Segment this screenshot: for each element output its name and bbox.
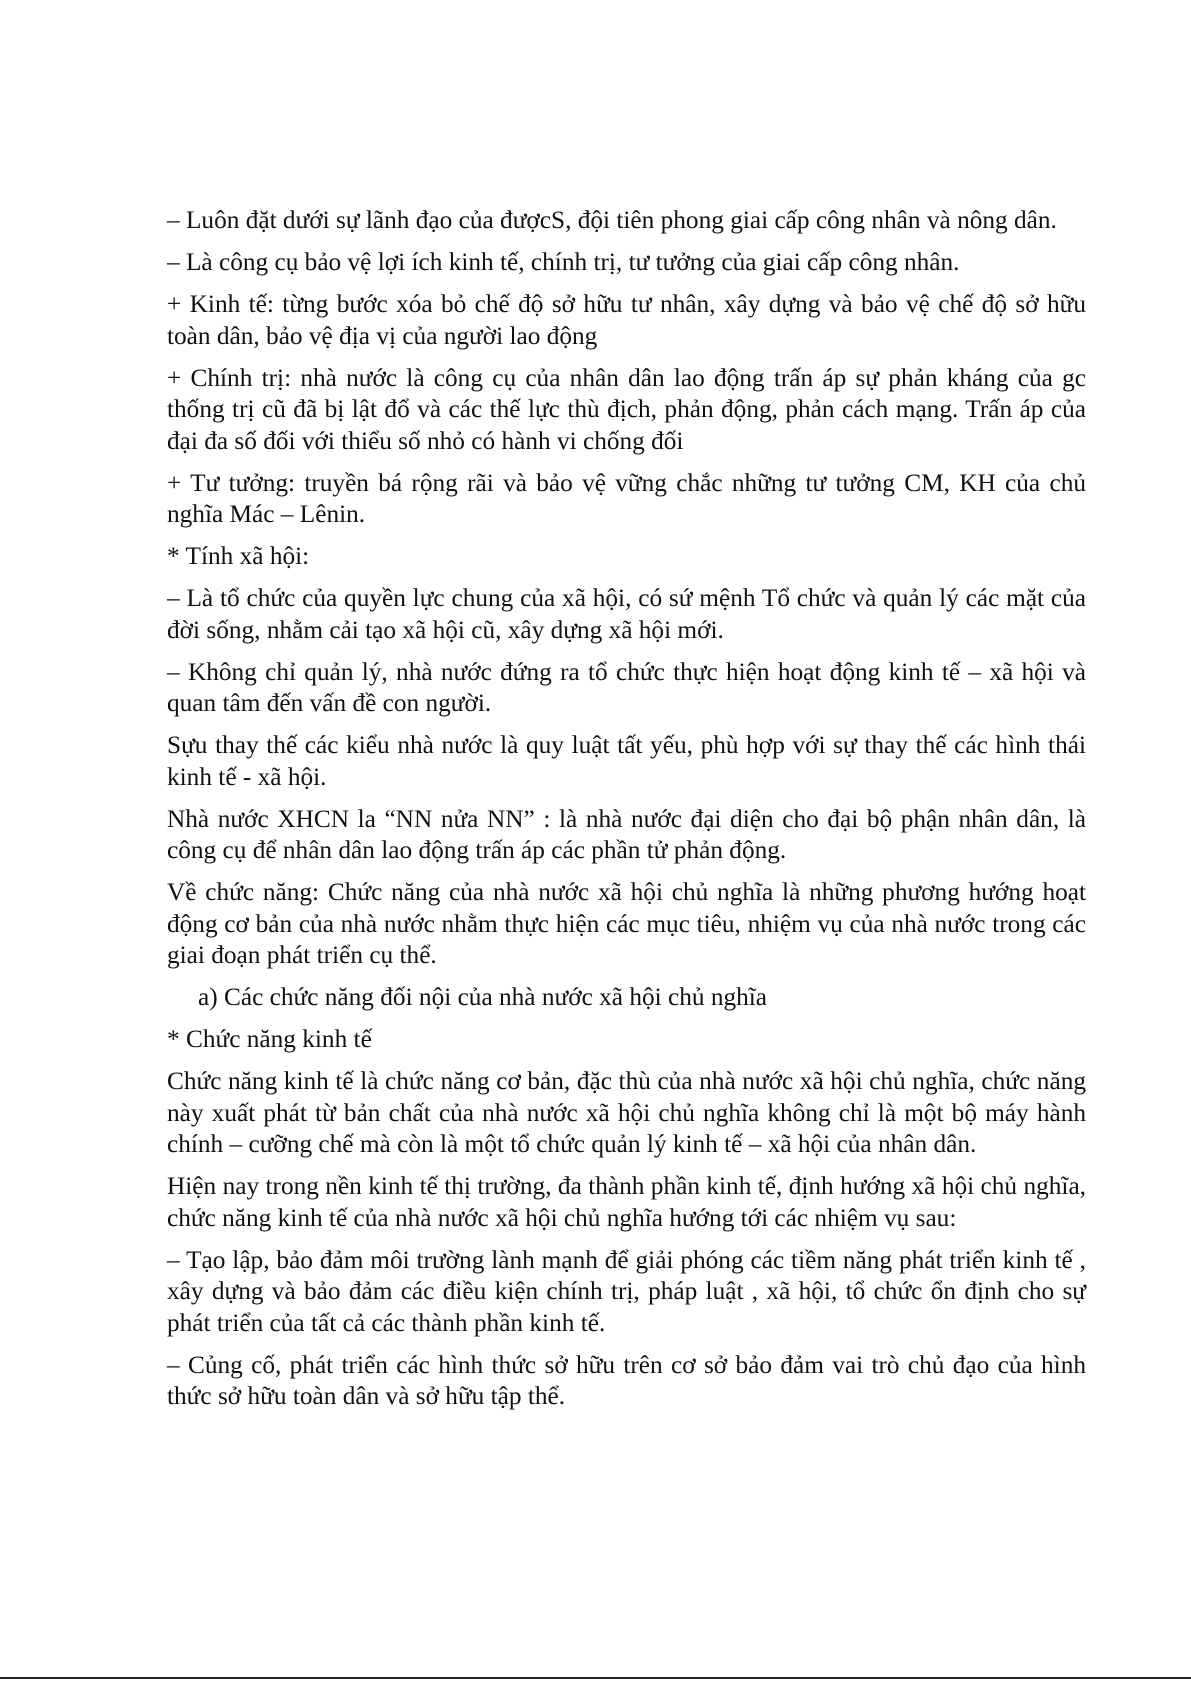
paragraph-market-economy: Hiện nay trong nền kinh tế thị trường, đa thành phần kinh tế, định hướng xã hội chủ nghĩa, chức năng kinh tế của nhà nước xã hội chủ nghĩa hướng tới các nhiệm vụ sau: xyxy=(167,1172,1086,1232)
paragraph-organization: – Là tổ chức của quyền lực chung của xã hội, có sứ mệnh Tổ chức và quản lý các mặt của đời sống, nhằm cải tạo xã hội cũ, xây dựng xã hội mới. xyxy=(167,584,1086,644)
paragraph-ownership: – Củng cố, phát triển các hình thức sở hữu trên cơ sở bảo đảm vai trò chủ đạo của hình thức sở hữu toàn dân và sở hữu tập thể. xyxy=(167,1350,1086,1410)
paragraph-half-state: Nhà nước XHCN la “NN nửa NN” : là nhà nước đại diện cho đại bộ phận nhân dân, là công cụ để nhân dân lao động trấn áp các phần tử phản động. xyxy=(167,804,1086,864)
heading-social-nature: * Tính xã hội: xyxy=(167,542,310,570)
paragraph-leadership: – Luôn đặt dưới sự lãnh đạo của đượcS, đội tiên phong giai cấp công nhân và nông dân. xyxy=(167,206,1057,234)
heading-economic-function: * Chức năng kinh tế xyxy=(167,1025,372,1053)
paragraph-replacement: Sựu thay thế các kiểu nhà nước là quy luật tất yếu, phù hợp với sự thay thế các hình thái kinh tế - xã hội. xyxy=(167,731,1086,791)
bottom-divider xyxy=(0,1677,1191,1679)
paragraph-functions: Về chức năng: Chức năng của nhà nước xã hội chủ nghĩa là những phương hướng hoạt động cơ bản của nhà nước nhằm thực hiện các mục tiêu, nhiệm vụ của nhà nước trong các giai đoạn phát triển cụ thể. xyxy=(167,878,1086,969)
heading-internal-functions: a) Các chức năng đối nội của nhà nước xã hội chủ nghĩa xyxy=(198,983,768,1011)
paragraph-economy: + Kinh tế: từng bước xóa bỏ chế độ sở hữu tư nhân, xây dựng và bảo vệ chế độ sở hữu toàn dân, bảo vệ địa vị của người lao động xyxy=(167,290,1086,350)
paragraph-politics: + Chính trị: nhà nước là công cụ của nhân dân lao động trấn áp sự phản kháng của gc thống trị cũ đã bị lật đổ và các thế lực thù địch, phản động, phản cách mạng. Trấn áp của đại đa số đối với thiểu số nhỏ có hành vi chống đối xyxy=(167,363,1086,455)
paragraph-environment: – Tạo lập, bảo đảm môi trường lành mạnh để giải phóng các tiềm năng phát triển kinh tế , xây dựng và bảo đảm các điều kiện chính trị, pháp luật , xã hội, tổ chức ổn định cho sự phát triển của tất cả các thành phần kinh tế. xyxy=(167,1245,1086,1337)
paragraph-tool-protection: – Là công cụ bảo vệ lợi ích kinh tế, chính trị, tư tưởng của giai cấp công nhân. xyxy=(167,248,960,276)
paragraph-ideology: + Tư tưởng: truyền bá rộng rãi và bảo vệ vững chắc những tư tưởng CM, KH của chủ nghĩa Mác – Lênin. xyxy=(167,468,1086,528)
paragraph-management: – Không chỉ quản lý, nhà nước đứng ra tổ chức thực hiện hoạt động kinh tế – xã hội và quan tâm đến vấn đề con người. xyxy=(167,657,1086,717)
document-page xyxy=(167,205,1086,1423)
paragraph-economic-function: Chức năng kinh tế là chức năng cơ bản, đặc thù của nhà nước xã hội chủ nghĩa, chức năng này xuất phát từ bản chất của nhà nước xã hội chủ nghĩa không chỉ là một bộ máy hành chính – cưỡng chế mà còn là một tổ chức quản lý kinh tế – xã hội của nhân dân. xyxy=(167,1067,1086,1158)
